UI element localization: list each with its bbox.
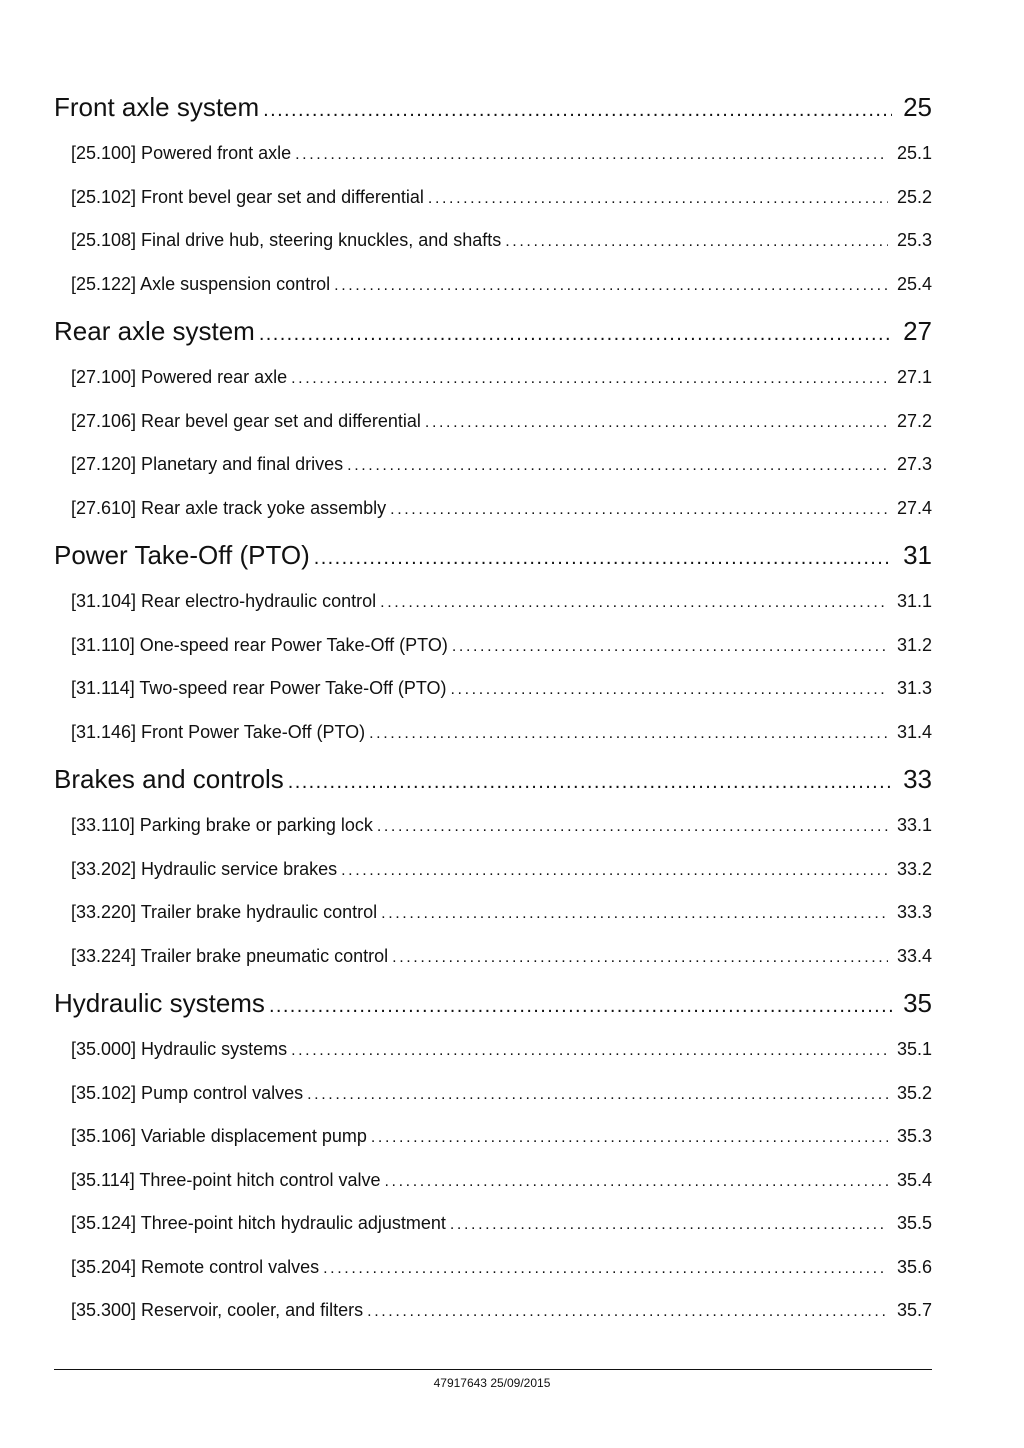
toc-chapter-entry[interactable]	[54, 754, 932, 804]
toc-section-front-axle	[54, 82, 932, 306]
dot-leader	[390, 487, 888, 531]
toc-chapter-page: 33	[903, 764, 932, 794]
dot-leader	[369, 711, 888, 755]
toc-item-page: 25.1	[896, 143, 932, 163]
toc-item[interactable]	[54, 1028, 932, 1072]
toc-item-page: 35.3	[896, 1126, 932, 1146]
toc-item-page: 33.2	[896, 858, 932, 879]
dot-leader	[505, 219, 888, 263]
toc-item-page: 25.4	[896, 273, 932, 294]
toc-item[interactable]	[54, 1289, 932, 1333]
toc-section-rear-axle	[54, 306, 932, 530]
dot-leader	[291, 1028, 888, 1072]
toc-item-page: 27.4	[896, 497, 932, 518]
toc-item-page: 31.2	[896, 634, 932, 655]
toc-chapter-entry[interactable]	[54, 306, 932, 356]
toc-item-page: 35.2	[896, 1082, 932, 1103]
toc-chapter-title: Rear axle system	[54, 316, 255, 346]
footer-doc-id: 47917643 25/09/2015	[433, 1376, 551, 1390]
toc-item-title: [25.100] Powered front axle	[71, 143, 292, 163]
toc-item[interactable]	[54, 667, 932, 711]
toc-item[interactable]	[54, 1072, 932, 1116]
toc-item-title: [35.000] Hydraulic systems	[71, 1039, 288, 1059]
toc-item-page: 27.3	[896, 454, 932, 474]
toc-item-page: 31.4	[896, 721, 932, 742]
toc-item-page: 27.1	[896, 367, 932, 387]
toc-item-page: 33.4	[896, 945, 932, 966]
toc-item-page: 33.1	[896, 815, 932, 835]
toc-item[interactable]	[54, 891, 932, 935]
dot-leader	[451, 667, 888, 711]
toc-item-page: 35.4	[896, 1169, 932, 1190]
toc-item-title: [31.146] Front Power Take-Off (PTO)	[71, 721, 366, 742]
toc-item[interactable]	[54, 935, 932, 979]
toc-item-page: 35.6	[896, 1256, 932, 1277]
dot-leader	[381, 891, 888, 935]
toc-item[interactable]	[54, 804, 932, 848]
toc-item-title: [35.114] Three-point hitch control valve	[71, 1169, 381, 1190]
toc-item-title: [35.102] Pump control valves	[71, 1082, 304, 1103]
toc-chapter-page: 35	[903, 988, 932, 1018]
toc-item[interactable]	[54, 443, 932, 487]
toc-item[interactable]	[54, 580, 932, 624]
toc-chapter-page: 25	[903, 92, 932, 122]
toc-item-title: [27.120] Planetary and final drives	[71, 454, 344, 474]
toc-item-title: [31.104] Rear electro-hydraulic control	[71, 591, 377, 611]
toc-item-title: [35.124] Three-point hitch hydraulic adjustment	[71, 1213, 446, 1233]
dot-leader	[425, 400, 888, 444]
toc-section-hydraulics	[54, 978, 932, 1333]
toc-chapter-page: 27	[903, 316, 932, 346]
toc-item[interactable]	[54, 1115, 932, 1159]
toc-item[interactable]	[54, 132, 932, 176]
toc-item-title: [27.100] Powered rear axle	[71, 367, 288, 387]
toc-item[interactable]	[54, 848, 932, 892]
toc-item[interactable]	[54, 219, 932, 263]
toc-item-page: 31.3	[896, 678, 932, 698]
dot-leader	[452, 624, 888, 668]
toc-section-pto	[54, 530, 932, 754]
toc-item-page: 27.2	[896, 410, 932, 431]
toc-item-title: [35.300] Reservoir, cooler, and filters	[71, 1300, 364, 1320]
toc-item-page: 35.7	[896, 1300, 932, 1320]
toc-item[interactable]	[54, 487, 932, 531]
toc-item-title: [33.202] Hydraulic service brakes	[71, 858, 338, 879]
toc-item-title: [27.610] Rear axle track yoke assembly	[71, 497, 387, 518]
dot-leader	[259, 306, 892, 356]
toc-item-title: [33.224] Trailer brake pneumatic control	[71, 945, 389, 966]
toc-item-title: [25.122] Axle suspension control	[71, 273, 331, 294]
dot-leader	[428, 176, 888, 220]
toc-chapter-title: Front axle system	[54, 92, 260, 122]
dot-leader	[314, 530, 892, 580]
dot-leader	[450, 1202, 888, 1246]
toc-item[interactable]	[54, 1159, 932, 1203]
toc-item-page: 35.5	[896, 1213, 932, 1233]
toc-item-title: [33.220] Trailer brake hydraulic control	[71, 902, 378, 922]
toc-chapter-entry[interactable]	[54, 978, 932, 1028]
toc-chapter-title: Hydraulic systems	[54, 988, 265, 1018]
footer-divider	[54, 1369, 932, 1370]
toc-item[interactable]	[54, 176, 932, 220]
toc-chapter-entry[interactable]	[54, 82, 932, 132]
toc-item-title: [31.114] Two-speed rear Power Take-Off (PTO)	[71, 678, 447, 698]
dot-leader	[307, 1072, 888, 1116]
toc-item-title: [25.102] Front bevel gear set and differential	[71, 186, 424, 207]
toc-item-page: 35.1	[896, 1039, 932, 1059]
dot-leader	[269, 978, 892, 1028]
dot-leader	[288, 754, 892, 804]
dot-leader	[371, 1115, 888, 1159]
dot-leader	[377, 804, 888, 848]
toc-item-page: 25.2	[896, 186, 932, 207]
dot-leader	[347, 443, 888, 487]
dot-leader	[380, 580, 888, 624]
dot-leader	[291, 356, 888, 400]
toc-chapter-title: Power Take-Off (PTO)	[54, 540, 310, 570]
dot-leader	[295, 132, 888, 176]
toc-item[interactable]	[54, 263, 932, 307]
toc-item-title: [31.110] One-speed rear Power Take-Off (PTO)	[71, 634, 448, 655]
toc-item-page: 25.3	[896, 230, 932, 250]
toc-item[interactable]	[54, 1246, 932, 1290]
dot-leader	[392, 935, 888, 979]
toc-item[interactable]	[54, 356, 932, 400]
toc-item-page: 31.1	[896, 591, 932, 611]
toc-item[interactable]	[54, 711, 932, 755]
dot-leader	[263, 82, 892, 132]
toc-item-page: 33.3	[896, 902, 932, 922]
toc-chapter-entry[interactable]	[54, 530, 932, 580]
toc-chapter-page: 31	[903, 540, 932, 570]
toc-chapter-title: Brakes and controls	[54, 764, 284, 794]
toc-item-title: [25.108] Final drive hub, steering knuckles, and shafts	[71, 230, 502, 250]
toc-item-title: [27.106] Rear bevel gear set and differential	[71, 410, 421, 431]
toc-item-title: [33.110] Parking brake or parking lock	[71, 815, 373, 835]
toc-section-brakes	[54, 754, 932, 978]
toc-item[interactable]	[54, 400, 932, 444]
table-of-contents	[54, 82, 932, 1333]
dot-leader	[367, 1289, 888, 1333]
toc-item[interactable]	[54, 1202, 932, 1246]
toc-item-title: [35.106] Variable displacement pump	[71, 1126, 367, 1146]
toc-item[interactable]	[54, 624, 932, 668]
dot-leader	[341, 848, 888, 892]
toc-item-title: [35.204] Remote control valves	[71, 1256, 320, 1277]
dot-leader	[323, 1246, 888, 1290]
dot-leader	[385, 1159, 888, 1203]
dot-leader	[334, 263, 888, 307]
